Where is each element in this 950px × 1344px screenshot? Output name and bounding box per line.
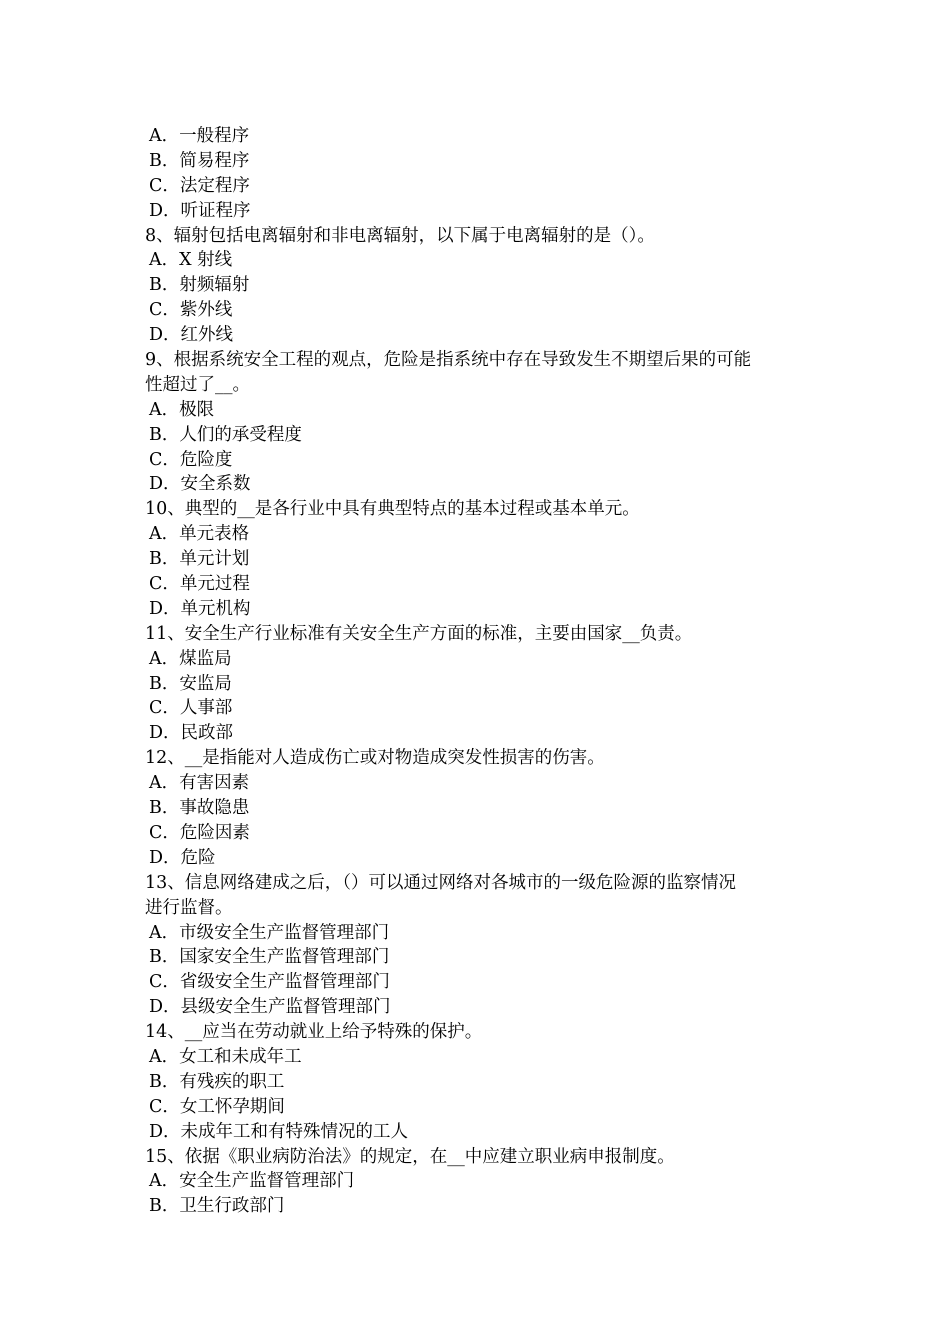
answer-option: B．事故隐患: [149, 798, 250, 819]
answer-option: D．未成年工和有特殊情况的工人: [149, 1121, 409, 1142]
answer-option: D．民政部: [149, 723, 234, 744]
answer-option: D．县级安全生产监督管理部门: [149, 997, 391, 1018]
question-text: 10、典型的__是各行业中具有典型特点的基本过程或基本单元。: [145, 499, 640, 520]
answer-option: D．单元机构: [149, 598, 251, 619]
answer-option: A．有害因素: [149, 773, 250, 794]
answer-option: B．有残疾的职工: [149, 1071, 285, 1092]
answer-option: C．女工怀孕期间: [149, 1096, 285, 1117]
answer-option: A．一般程序: [149, 126, 250, 146]
answer-option: A．女工和未成年工: [149, 1046, 302, 1067]
question-text: 14、__应当在劳动就业上给予特殊的保护。: [145, 1022, 483, 1043]
answer-option: C．单元过程: [149, 574, 250, 595]
answer-option: B．安监局: [149, 673, 232, 694]
answer-option: D．安全系数: [149, 474, 251, 495]
answer-option: A．极限: [149, 399, 215, 420]
question-text: 进行监督。: [145, 897, 233, 918]
question-text: 15、依据《职业病防治法》的规定，在__中应建立职业病申报制度。: [145, 1146, 675, 1167]
answer-option: C．危险度: [149, 449, 233, 470]
answer-option: A．安全生产监督管理部门: [149, 1171, 355, 1192]
answer-option: D．红外线: [149, 325, 234, 346]
answer-option: C．法定程序: [149, 175, 250, 196]
answer-option: C．省级安全生产监督管理部门: [149, 972, 390, 993]
answer-option: C．紫外线: [149, 300, 233, 321]
question-text: 性超过了__。: [145, 374, 250, 395]
answer-option: A．X 射线: [149, 250, 233, 271]
answer-option: B．国家安全生产监督管理部门: [149, 947, 390, 968]
answer-option: B．简易程序: [149, 150, 250, 171]
answer-option: B．射频辐射: [149, 275, 250, 296]
answer-option: A．市级安全生产监督管理部门: [149, 922, 390, 943]
answer-option: C．人事部: [149, 698, 233, 719]
answer-option: D．听证程序: [149, 200, 251, 221]
question-text: 13、信息网络建成之后，（）可以通过网络对各城市的一级危险源的监察情况: [145, 872, 737, 893]
question-text: 8、辐射包括电离辐射和非电离辐射，以下属于电离辐射的是（）。: [145, 225, 655, 246]
answer-option: A．煤监局: [149, 648, 232, 669]
question-text: 11、安全生产行业标准有关安全生产方面的标准，主要由国家__负责。: [145, 623, 693, 644]
answer-option: B．卫生行政部门: [149, 1196, 285, 1217]
question-text: 12、__是指能对人造成伤亡或对物造成突发性损害的伤害。: [145, 748, 605, 769]
answer-option: B．人们的承受程度: [149, 424, 302, 445]
answer-option: C．危险因素: [149, 822, 250, 843]
exam-content: [145, 124, 810, 1219]
answer-option: B．单元计划: [149, 549, 250, 570]
answer-option: A．单元表格: [149, 524, 250, 545]
question-text: 9、根据系统安全工程的观点，危险是指系统中存在导致发生不期望后果的可能: [145, 350, 752, 371]
answer-option: D．危险: [149, 847, 216, 868]
